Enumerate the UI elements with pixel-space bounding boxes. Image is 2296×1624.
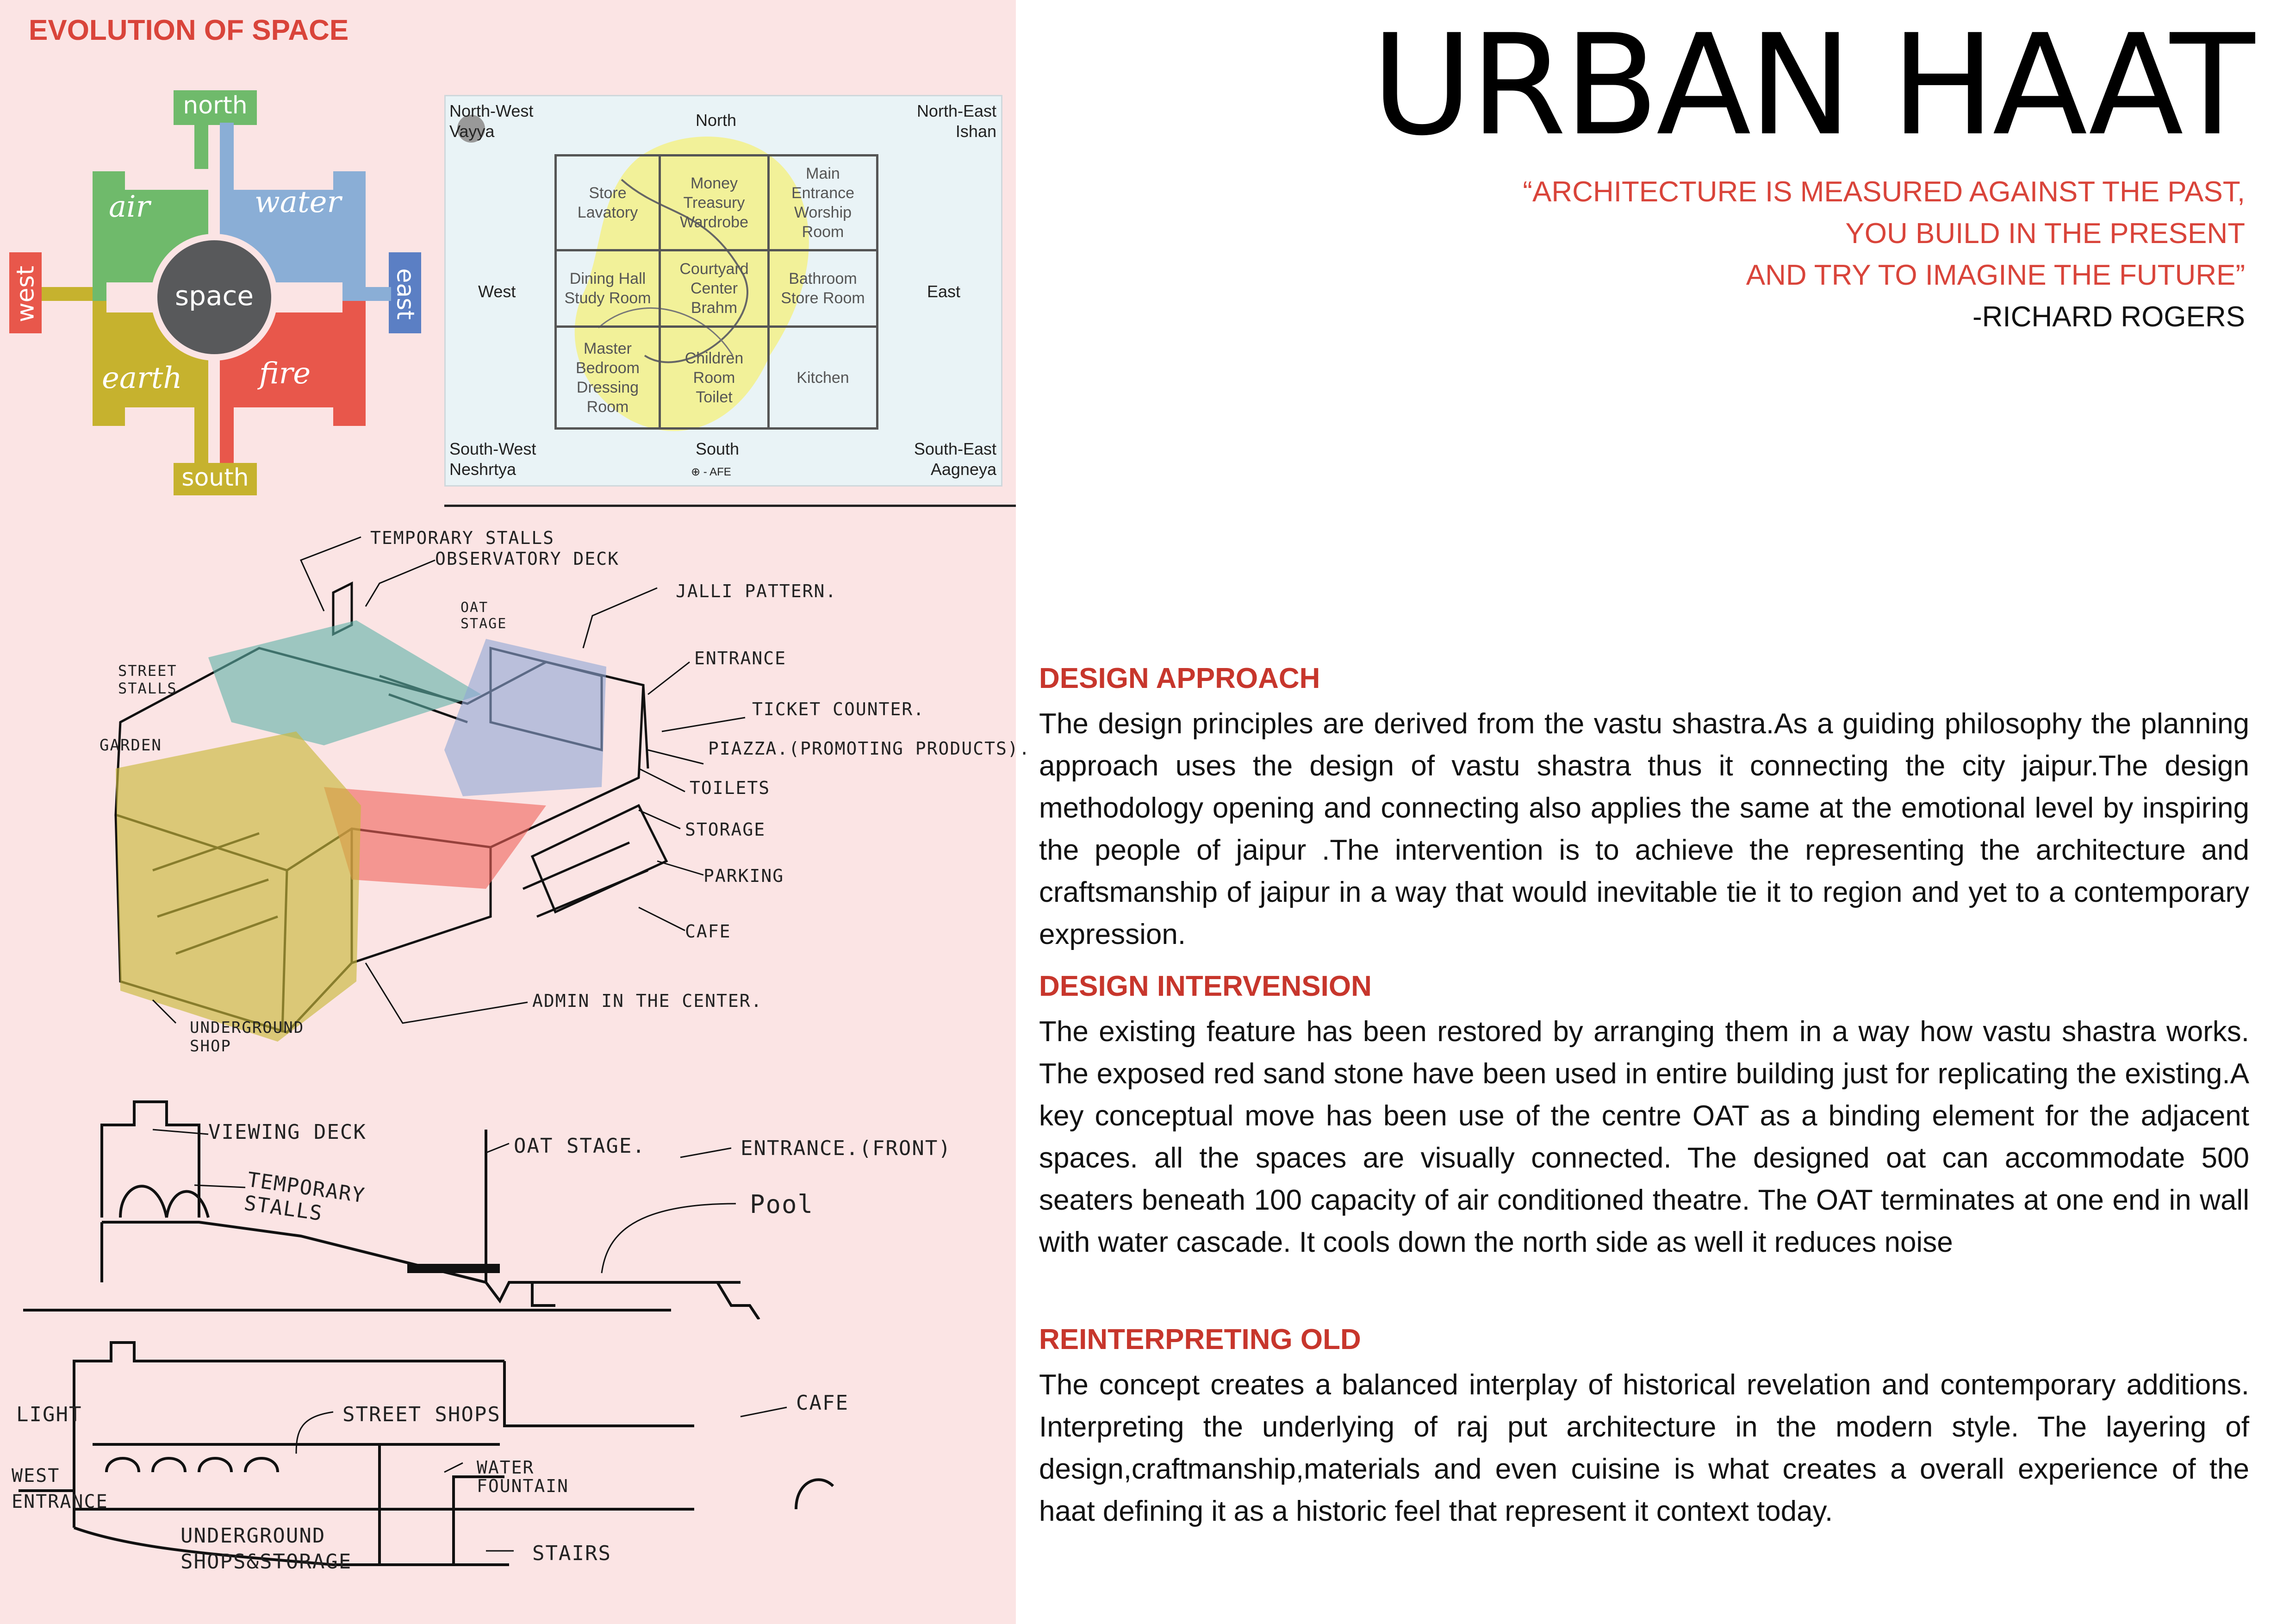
label-jalli-pattern: JALLI PATTERN.	[676, 581, 837, 601]
label-toilets: TOILETS	[690, 778, 771, 798]
grid-sw: South-West Neshrtya	[449, 439, 536, 479]
label-parking: PARKING	[703, 866, 784, 886]
label-piazza: PIAZZA.(PROMOTING PRODUCTS).	[708, 738, 1031, 759]
section-sketch-1	[0, 1088, 1016, 1319]
grid-cell-ne: Main Entrance Worship Room	[767, 154, 878, 251]
label-temporary-stalls: TEMPORARY STALLS	[370, 528, 555, 548]
label-underground-shop: UNDERGROUND SHOP	[190, 1018, 305, 1056]
east-label: east	[391, 268, 419, 320]
label-pool: Pool	[750, 1190, 814, 1219]
vastu-grid	[444, 95, 1002, 487]
label-stairs: STAIRS	[532, 1542, 611, 1565]
reinterpreting-old-body: The concept creates a balanced interplay of historical revelation and contemporary additions. Interpreting the underlying of raj put architecture in the modern style. The layering of design,craftmanship,materials and even cuisine is what creates a overall experience of the haat defining it as a historic feel that represent it context today.	[1039, 1369, 2249, 1527]
label-water-fountain: WATER FOUNTAIN	[477, 1457, 569, 1496]
earth-label: earth	[102, 361, 182, 395]
label-entrance: ENTRANCE	[694, 648, 787, 668]
grid-cell-s: Children Room Toilet	[659, 325, 770, 430]
label-cafe-2: CAFE	[796, 1391, 849, 1415]
grid-cell-se: Kitchen	[767, 325, 878, 430]
label-observatory-deck: OBSERVATORY DECK	[435, 549, 620, 569]
label-oat-stage: OAT STAGE	[460, 600, 507, 632]
south-label: south	[181, 464, 249, 492]
water-label: water	[255, 185, 342, 219]
grid-cell-sw: Master Bedroom Dressing Room	[554, 325, 661, 430]
grid-w: West	[478, 282, 516, 301]
design-approach-body: The design principles are derived from the vastu shastra.As a guiding philosophy the planning approach uses the design of vastu shastra thus it connecting the city jaipur.The design methodology opening and connecting also applies the same at the emotional level by inspiring the people of jaipur .The intervention is to achieve the representing the architecture and craftsmanship of jaipur in a way that would inevitable tie it to region and yet to a contemporary expression.	[1039, 708, 2249, 950]
label-garden: GARDEN	[100, 736, 162, 755]
grid-s-credit: ⊕ - AFE	[691, 466, 731, 478]
page-title: URBAN HAAT	[1371, 5, 2252, 166]
axonometric-sketch	[0, 509, 1031, 1088]
label-storage: STORAGE	[685, 819, 766, 840]
divider-line	[444, 505, 1016, 507]
grid-cell-n: Money Treasury Wardrobe	[659, 154, 770, 251]
grid-cell-w: Dining Hall Study Room	[554, 249, 661, 328]
label-ticket-counter: TICKET COUNTER.	[752, 699, 925, 719]
quote-line-2: YOU BUILD IN THE PRESENT	[1845, 218, 2245, 250]
grid-se: South-East Aagneya	[914, 439, 996, 479]
label-street-stalls: STREET STALLS	[118, 662, 177, 697]
design-intervension-body: The existing feature has been restored by arranging them in a way how vastu shastra works. The exposed red sand stone have been used in entire building just for replicating the existing.A key conceptual move has been use of the centre OAT as a binding element for the adjacent spaces. all the spaces are visually connected. The designed oat can accommodate 500 seaters beneath 100 capacity of air conditioned theatre. The OAT terminates at one end in wall with water cascade. It cools down the north side as well it reduces noise	[1039, 1016, 2249, 1258]
section-drawing-1	[0, 1088, 1016, 1319]
grid-ne: North-East Ishan	[916, 101, 996, 141]
label-light: LIGHT	[16, 1403, 82, 1426]
section-sketch-2	[0, 1333, 1016, 1593]
label-admin: ADMIN IN THE CENTER.	[532, 991, 763, 1011]
north-label: north	[183, 92, 248, 119]
fire-label: fire	[259, 356, 311, 391]
grid-s: South	[696, 439, 740, 458]
evolution-title: EVOLUTION OF SPACE	[29, 14, 349, 46]
label-cafe: CAFE	[685, 921, 731, 942]
grid-n: North	[696, 111, 737, 130]
label-entrance-front: ENTRANCE.(FRONT)	[740, 1137, 952, 1160]
quote	[1523, 171, 2245, 338]
grid-e: East	[927, 282, 961, 301]
grid-cell-center: Courtyard Center Brahm	[659, 249, 770, 328]
label-west-entrance: WEST ENTRANCE	[12, 1465, 108, 1512]
left-panel	[0, 0, 1031, 1624]
quote-line-3: AND TRY TO IMAGINE THE FUTURE”	[1746, 259, 2245, 291]
label-temporary-stalls-2: TEMPORARY STALLS	[243, 1168, 367, 1226]
label-street-shops: STREET SHOPS	[342, 1403, 501, 1426]
grid-cell-nw: Store Lavatory	[554, 154, 661, 251]
grid-nw: North-West Vayya	[449, 101, 534, 141]
label-oat-stage-2: OAT STAGE.	[514, 1134, 646, 1158]
air-label: air	[109, 190, 150, 224]
space-label: space	[174, 280, 254, 312]
design-approach-heading: DESIGN APPROACH	[1039, 662, 1320, 694]
axonometric-drawing	[0, 509, 1016, 1088]
quote-line-1: “ARCHITECTURE IS MEASURED AGAINST THE PAST,	[1523, 176, 2245, 208]
design-intervension-heading: DESIGN INTERVENSION	[1039, 970, 1372, 1002]
west-label: west	[12, 266, 40, 323]
label-viewing-deck: VIEWING DECK	[208, 1120, 367, 1144]
grid-cell-e: Bathroom Store Room	[767, 249, 878, 328]
quote-author: -RICHARD ROGERS	[1972, 301, 2245, 333]
vastu-mandala	[9, 83, 426, 500]
reinterpreting-old-heading: REINTERPRETING OLD	[1039, 1324, 1361, 1355]
label-underground-shops: UNDERGROUND SHOPS&STORAGE	[180, 1524, 352, 1574]
